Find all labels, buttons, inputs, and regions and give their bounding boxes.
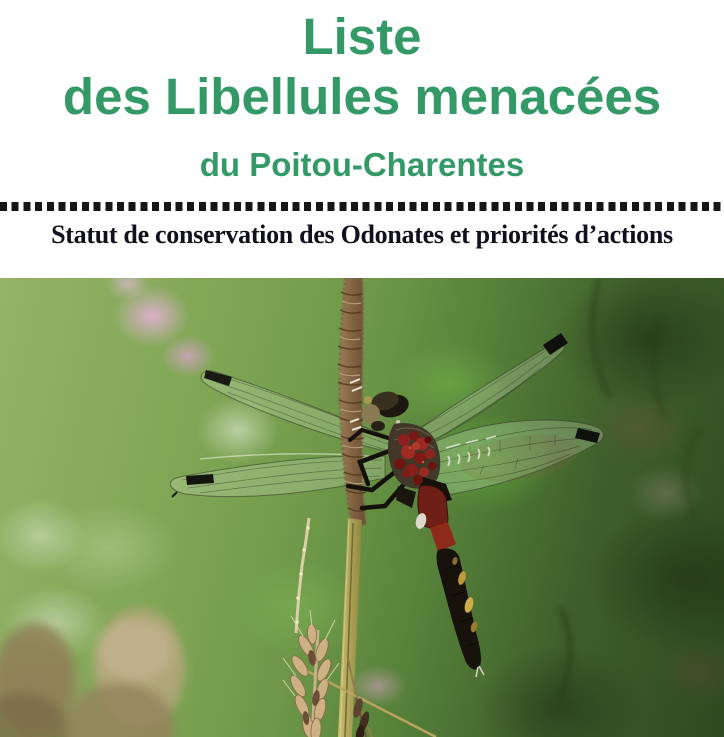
dragonfly-abdomen [414, 486, 484, 678]
title-block [0, 0, 724, 185]
cover-photo-art [0, 278, 724, 737]
subtitle: Statut de conservation des Odonates et priorités d’actions [51, 220, 673, 249]
dotted-divider [0, 202, 724, 211]
cover-photo [0, 278, 724, 737]
title-line-1: Liste [302, 8, 422, 65]
title-line-3: du Poitou-Charentes [199, 146, 525, 183]
tail-appendages [476, 666, 484, 677]
background-twigs [560, 278, 700, 698]
sedge-seed-head [283, 610, 436, 737]
background-foliage [0, 608, 185, 737]
title-line-2: des Libellules menacées [62, 68, 662, 125]
pale-seed-stalk [296, 518, 309, 633]
wing-lower-right [426, 420, 604, 494]
